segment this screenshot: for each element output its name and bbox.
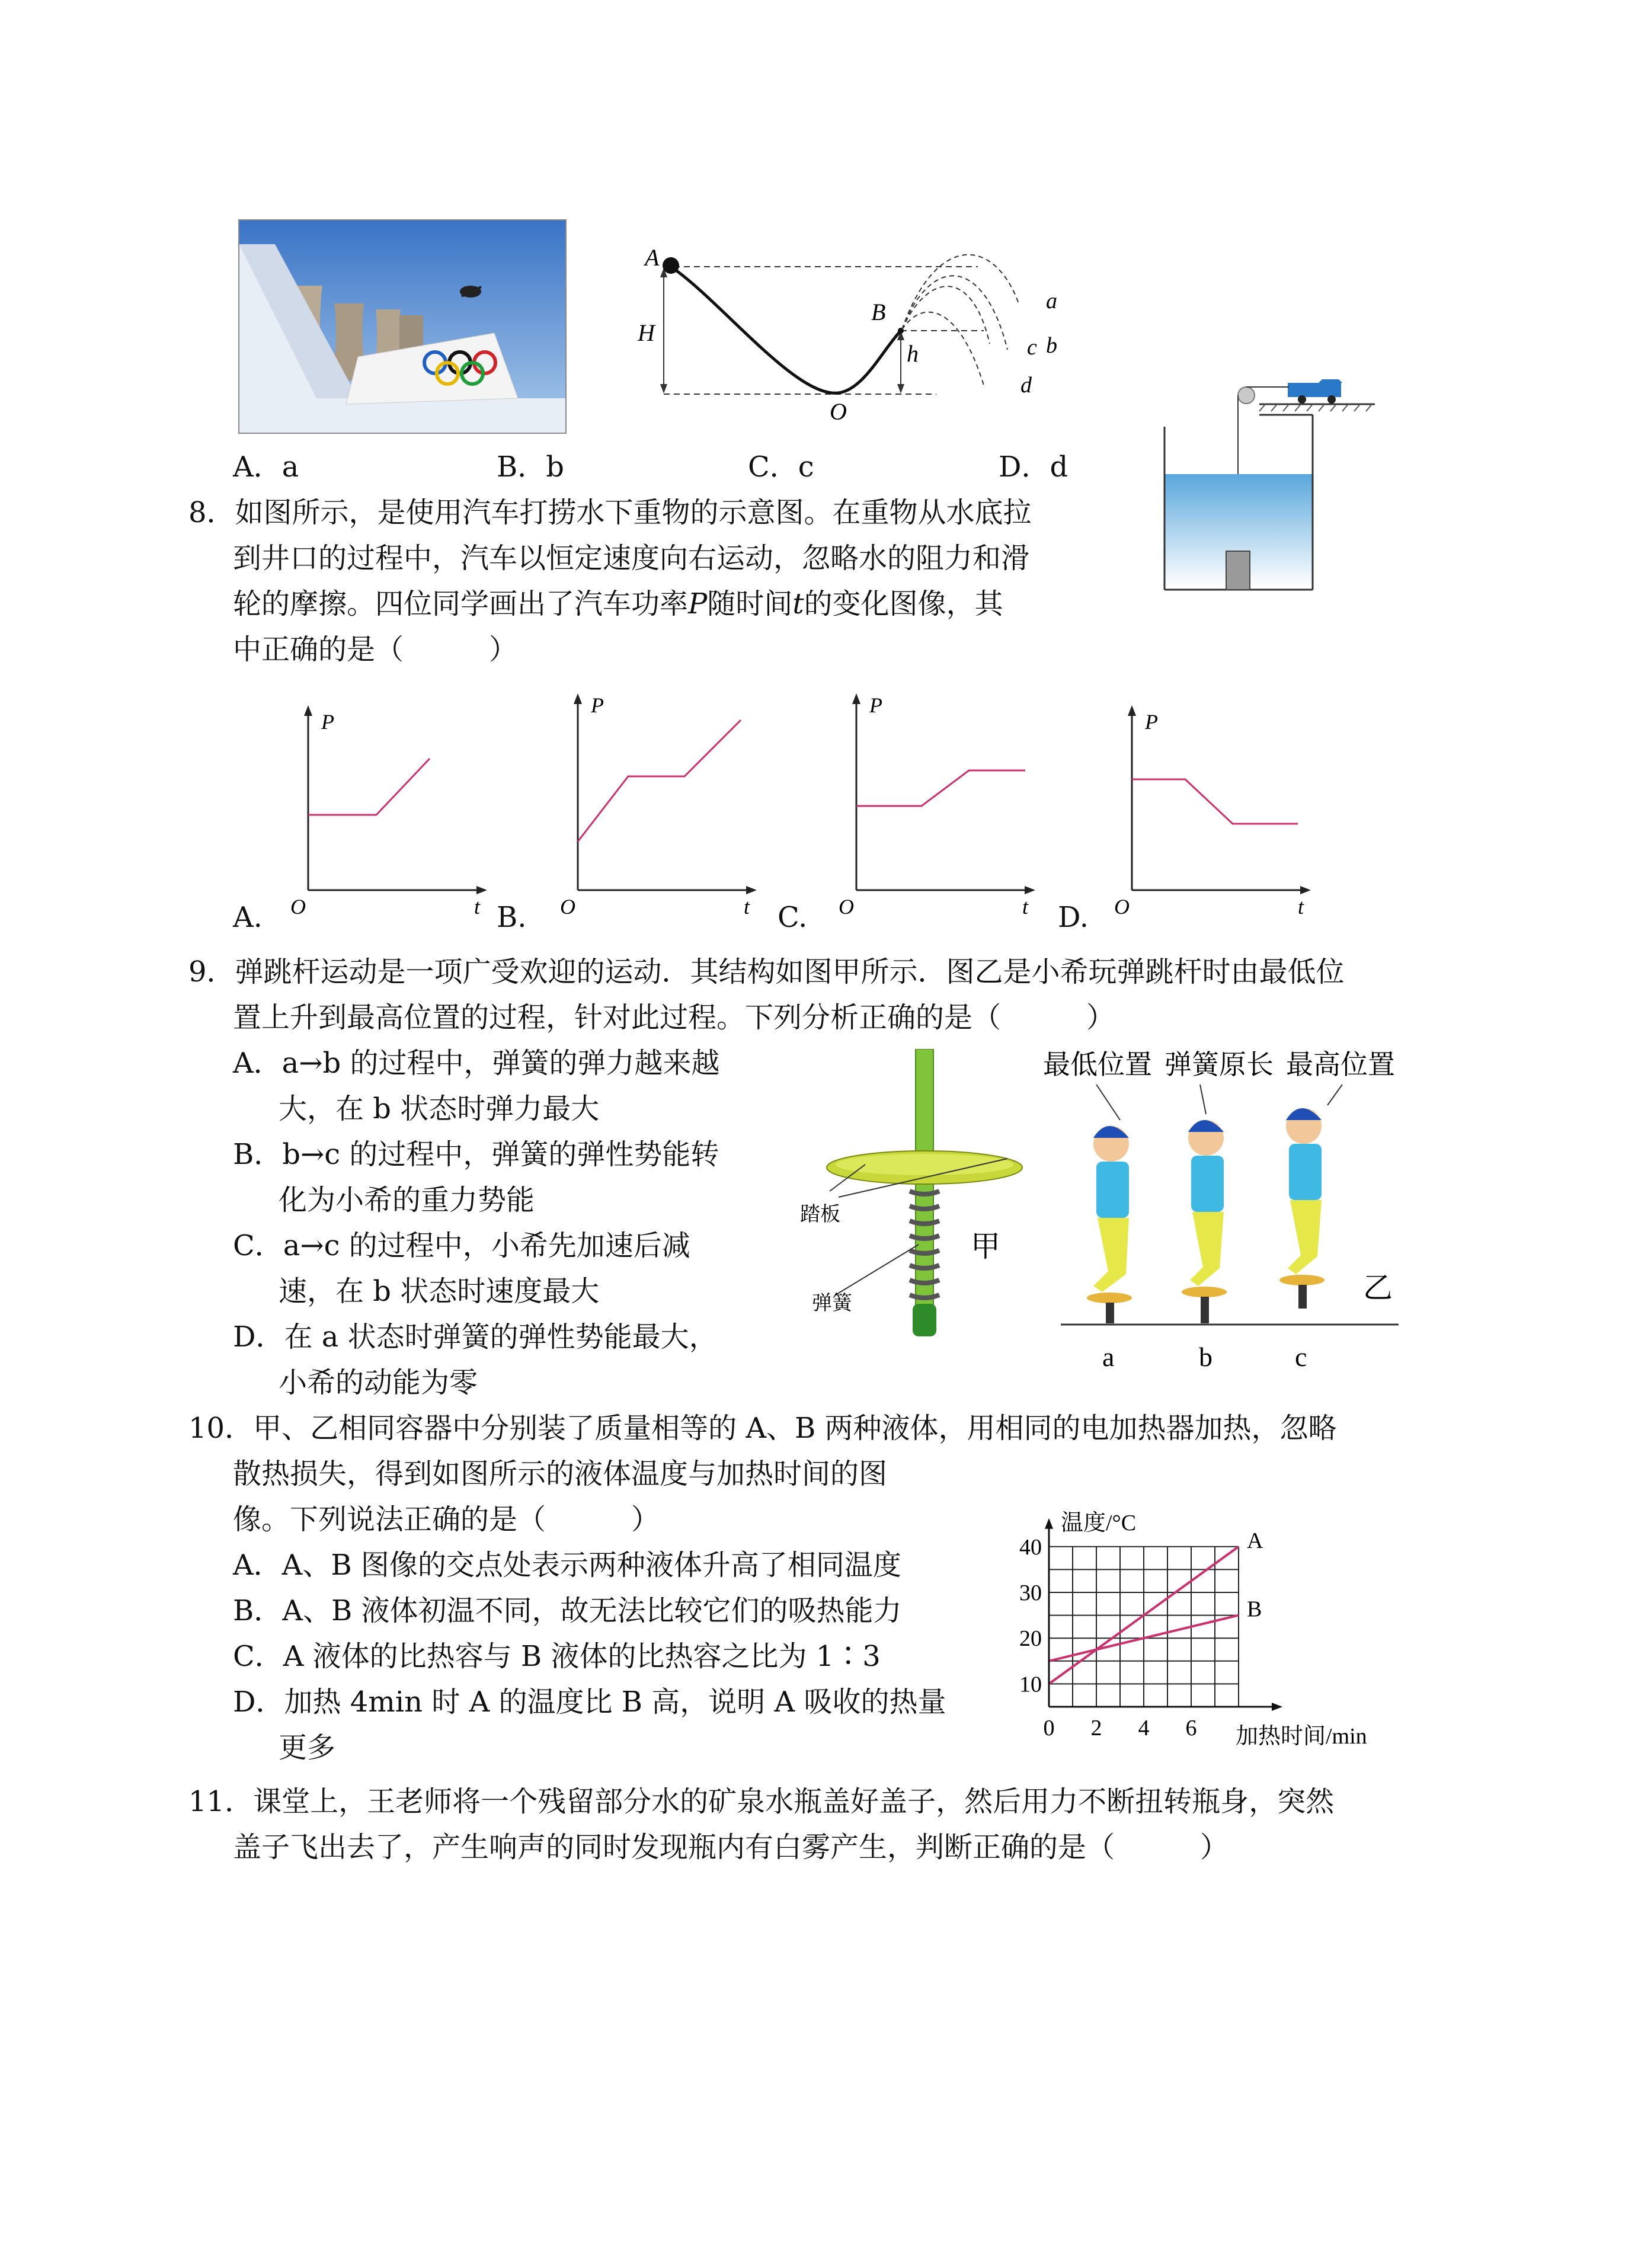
x-tick-label: 6 <box>1185 1716 1197 1741</box>
pogo-stick-figure <box>794 1049 1055 1345</box>
q8-line-3-mid: 随时间 <box>707 587 793 620</box>
q7-option-a: A．a <box>233 450 299 484</box>
origin-label: O <box>290 895 306 919</box>
well-truck-diagram <box>1141 379 1384 604</box>
q10-line-3: 像。下列说法正确的是（ ） <box>233 1503 660 1536</box>
pt-graph-d <box>1102 699 1322 919</box>
label-H: H <box>638 319 655 346</box>
position-b-label: b <box>1199 1342 1212 1372</box>
q9-option-b-2: 化为小希的重力势能 <box>279 1183 535 1217</box>
label-a: a <box>1046 289 1057 314</box>
trajectory-diagram <box>628 231 1073 427</box>
label-c: c <box>1027 335 1037 360</box>
q10-option-a: A．A、B 图像的交点处表示两种液体升高了相同温度 <box>233 1549 901 1582</box>
y-tick-label: 20 <box>1019 1626 1042 1652</box>
q8-line-3-post: 的变化图像，其 <box>804 587 1003 620</box>
x-tick-label: 2 <box>1090 1716 1102 1741</box>
ski-jump-photo <box>238 219 567 434</box>
q10-option-d-2: 更多 <box>279 1731 336 1764</box>
y-tick-label: 40 <box>1019 1534 1042 1560</box>
q7-option-d: D．d <box>999 450 1068 484</box>
kid-position-a <box>1087 1126 1132 1323</box>
q9-line-2: 置上升到最高位置的过程，针对此过程。下列分析正确的是（ ） <box>233 1001 1115 1034</box>
axis-p-label: P <box>591 693 604 717</box>
q10-option-b: B．A、B 液体初温不同，故无法比较它们的吸热能力 <box>233 1594 902 1627</box>
figure-yi-label: 乙 <box>1363 1271 1393 1304</box>
highest-position-label: 最高位置 <box>1286 1050 1395 1080</box>
axis-p-label: P <box>869 693 882 717</box>
pt-graph-c <box>827 687 1046 919</box>
q8-option-d: D. <box>1058 901 1089 934</box>
axis-t-label: t <box>744 895 750 919</box>
axis-p-label: P <box>321 710 334 734</box>
q9-option-d-1: D．在 a 状态时弹簧的弹性势能最大， <box>233 1320 718 1354</box>
q9-option-d-2: 小希的动能为零 <box>279 1366 478 1399</box>
axis-t-label: t <box>474 895 481 919</box>
x-tick-label: 0 <box>1043 1716 1055 1741</box>
label-h: h <box>907 340 919 367</box>
q7-option-c: C．c <box>748 450 814 484</box>
figure-jia-label: 甲 <box>971 1230 1000 1263</box>
x-axis-label: 加热时间/min <box>1236 1724 1367 1749</box>
origin-label: O <box>560 895 575 919</box>
position-a-label: a <box>1102 1342 1115 1372</box>
label-B: B <box>871 299 886 325</box>
q8-option-a: A. <box>233 901 263 934</box>
q9-option-c-2: 速，在 b 状态时速度最大 <box>279 1275 600 1308</box>
q10-line-2: 散热损失，得到如图所示的液体温度与加热时间的图 <box>233 1457 888 1490</box>
series-label-b: B <box>1247 1597 1262 1622</box>
q10-option-d-1: D．加热 4min 时 A 的温度比 B 高，说明 A 吸收的热量 <box>233 1685 946 1719</box>
x-axis-arrow <box>1272 1703 1282 1711</box>
q8-var-p: P <box>688 587 708 620</box>
axis-t-label: t <box>1298 895 1304 919</box>
pedal-label: 踏板 <box>800 1204 840 1226</box>
q8-line-3-pre: 轮的摩擦。四位同学画出了汽车功率 <box>233 587 689 620</box>
axis-t-label: t <box>1022 895 1029 919</box>
origin-label: O <box>1114 895 1130 919</box>
kid-position-c <box>1279 1108 1325 1309</box>
q10-option-c: C．A 液体的比热容与 B 液体的比热容之比为 1∶3 <box>233 1640 881 1673</box>
lowest-position-label: 最低位置 <box>1043 1050 1152 1080</box>
q8-line-3 <box>233 586 1003 622</box>
q9-option-a-1: A．a→b 的过程中，弹簧的弹力越来越 <box>233 1047 720 1080</box>
q8-line-1: 8．如图所示，是使用汽车打捞水下重物的示意图。在重物从水底拉 <box>188 496 1032 529</box>
q9-line-1: 9．弹跳杆运动是一项广受欢迎的运动．其结构如图甲所示．图乙是小希玩弹跳杆时由最低位 <box>188 955 1345 989</box>
origin-label: O <box>839 895 854 919</box>
spring-label: 弹簧 <box>812 1293 852 1314</box>
pt-graph-a <box>279 699 498 919</box>
label-A: A <box>645 244 660 271</box>
y-axis-label: 温度/°C <box>1061 1510 1137 1536</box>
q8-option-c: C. <box>778 901 808 934</box>
y-axis-arrow <box>1045 1518 1053 1529</box>
q8-line-4: 中正确的是（ ） <box>233 633 518 666</box>
y-tick-label: 30 <box>1019 1581 1042 1605</box>
kid-position-b <box>1182 1120 1227 1323</box>
position-c-label: c <box>1295 1342 1307 1372</box>
q9-option-c-1: C．a→c 的过程中，小希先加速后减 <box>233 1229 690 1262</box>
q9-option-a-2: 大，在 b 状态时弹力最大 <box>279 1092 600 1125</box>
q8-var-t: t <box>792 587 804 620</box>
q8-line-2: 到井口的过程中，汽车以恒定速度向右运动，忽略水的阻力和滑 <box>233 542 1030 575</box>
q8-option-b: B. <box>497 901 527 934</box>
x-tick-label: 4 <box>1138 1716 1150 1741</box>
series-label-a: A <box>1247 1528 1263 1553</box>
pt-graph-b <box>548 687 767 919</box>
natural-length-label: 弹簧原长 <box>1164 1050 1274 1080</box>
q11-line-2: 盖子飞出去了，产生响声的同时发现瓶内有白雾产生，判断正确的是（ ） <box>233 1831 1229 1864</box>
temperature-time-chart <box>1002 1470 1405 1754</box>
y-tick-label: 10 <box>1019 1672 1042 1697</box>
q10-line-1: 10．甲、乙相同容器中分别装了质量相等的 A、B 两种液体，用相同的电加热器加热，忽略 <box>188 1412 1337 1445</box>
label-O: O <box>830 398 847 425</box>
label-b: b <box>1046 333 1057 358</box>
q9-option-b-1: B．b→c 的过程中，弹簧的弹性势能转 <box>233 1138 719 1171</box>
q7-option-b: B．b <box>497 450 565 484</box>
label-d: d <box>1020 373 1032 398</box>
axis-p-label: P <box>1145 710 1158 734</box>
q11-line-1: 11．课堂上，王老师将一个残留部分水的矿泉水瓶盖好盖子，然后用力不断扭转瓶身，突然 <box>188 1785 1335 1818</box>
pogo-positions-figure <box>1043 1043 1422 1387</box>
